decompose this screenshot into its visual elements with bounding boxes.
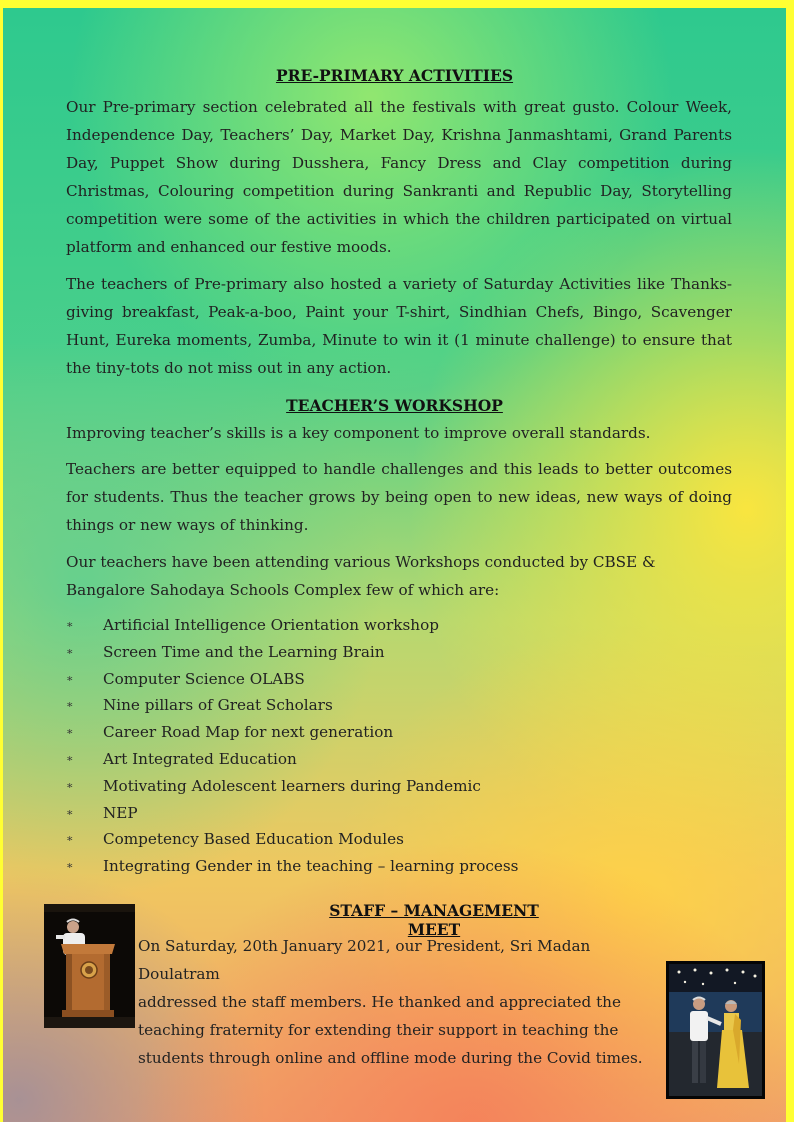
podium-image xyxy=(44,904,135,1028)
bullet-star-icon: ∗ xyxy=(66,725,74,739)
teachers-workshop-heading: TEACHER’S WORKSHOP xyxy=(286,396,503,415)
bullet-star-icon: ∗ xyxy=(66,751,74,765)
list-item: ∗ Career Road Map for next generation xyxy=(66,719,518,746)
gradient-sheet xyxy=(3,8,786,1122)
staff-meet-paragraph: On Saturday, 20th January 2021, our President, Sri Madan Doulatram addressed the staff members. He thanked and appreciated the teaching fraternity for extending their support in teaching the students through online and offline mode during the Covid times. xyxy=(138,937,643,1067)
bullet-star-icon: ∗ xyxy=(66,778,74,792)
workshop-paragraph-3: Our teachers have been attending various Workshops conducted by CBSE & Bangalore Sahodaya Schools Complex few of which are: xyxy=(66,553,656,599)
pre-primary-heading: PRE-PRIMARY ACTIVITIES xyxy=(275,66,514,85)
bullet-star-icon: ∗ xyxy=(66,644,74,658)
bullet-star-icon: ∗ xyxy=(66,671,74,685)
workshop-list xyxy=(66,612,518,880)
staff-meet-heading: STAFF – MANAGEMENT MEET xyxy=(329,901,539,939)
pre-primary-paragraph-1: Our Pre-primary section celebrated all the festivals with great gusto. Colour Week, Independence Day, Teachers’ Day, Market Day, Krishna Janmashtami, Grand Parents Day, Puppet Show during Dusshera, Fancy Dress and Clay competition during Christmas, Colouring competition during Sankranti and Republic Day, Storytelling competition were some of the activities in which the children participated on virtual platform and enhanced our festive moods. xyxy=(66,98,732,256)
workshop-paragraph-1: Improving teacher’s skills is a key component to improve overall standards. xyxy=(66,424,651,442)
list-item: ∗ NEP xyxy=(66,800,518,827)
list-item: ∗ Computer Science OLABS xyxy=(66,666,518,693)
list-item: ∗ Nine pillars of Great Scholars xyxy=(66,692,518,719)
list-item: ∗ Screen Time and the Learning Brain xyxy=(66,639,518,666)
couple-image xyxy=(669,964,762,1096)
list-item: ∗ Integrating Gender in the teaching – learning process xyxy=(66,853,518,880)
president-podium-photo xyxy=(44,904,135,1028)
pre-primary-paragraph-2: The teachers of Pre-primary also hosted a variety of Saturday Activities like Thanks-giving breakfast, Peak-a-boo, Paint your T-shirt, Sindhian Chefs, Bingo, Scavenger Hunt, Eureka moments, Zumba, Minute to win it (1 minute challenge) to ensure that the tiny-tots do not miss out in any action. xyxy=(66,275,732,377)
bullet-star-icon: ∗ xyxy=(66,832,74,846)
list-item: ∗ Art Integrated Education xyxy=(66,746,518,773)
bullet-star-icon: ∗ xyxy=(66,618,74,631)
list-item: ∗ Artificial Intelligence Orientation workshop xyxy=(66,612,518,639)
president-felicitation-photo xyxy=(666,961,765,1099)
workshop-paragraph-2: Teachers are better equipped to handle challenges and this leads to better outcomes for students. Thus the teacher grows by being open to new ideas, new ways of doing things or new ways of thinking. xyxy=(66,460,732,534)
bullet-star-icon: ∗ xyxy=(66,698,74,712)
list-item: ∗ Competency Based Education Modules xyxy=(66,826,518,853)
list-item: ∗ Motivating Adolescent learners during Pandemic xyxy=(66,773,518,800)
bullet-star-icon: ∗ xyxy=(66,805,74,819)
bullet-star-icon: ∗ xyxy=(66,859,74,873)
